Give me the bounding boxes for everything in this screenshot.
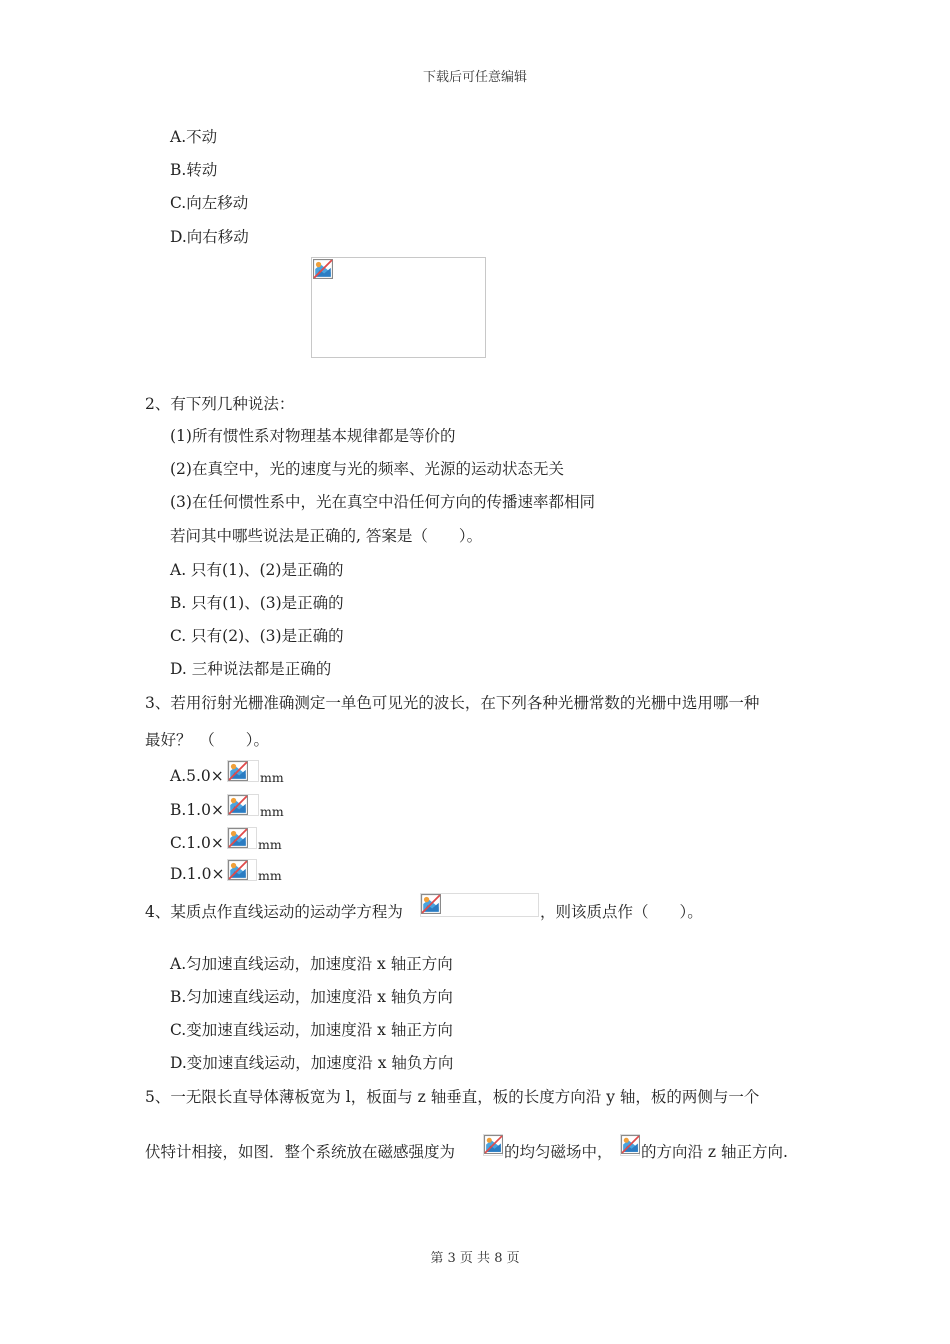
broken-image-icon bbox=[621, 1135, 640, 1154]
q4-stem-after: ，则该质点作（ ）。 bbox=[540, 903, 703, 921]
q5-symbol-b-image bbox=[483, 1134, 503, 1156]
q3-option-b-prefix: B.1.0× bbox=[170, 801, 224, 819]
q2-option-c: C. 只有(2)、(3)是正确的 bbox=[170, 627, 344, 645]
q3-option-a-unit: mm bbox=[260, 770, 284, 785]
q4-option-b: B.匀加速直线运动，加速度沿 x 轴负方向 bbox=[170, 988, 453, 1006]
q3-option-d-formula bbox=[227, 859, 257, 881]
q1-option-d: D.向右移动 bbox=[170, 228, 249, 246]
q2-option-a: A. 只有(1)、(2)是正确的 bbox=[170, 561, 344, 579]
q4-option-c: C.变加速直线运动，加速度沿 x 轴正方向 bbox=[170, 1021, 453, 1039]
q2-option-b: B. 只有(1)、(3)是正确的 bbox=[170, 594, 344, 612]
q5-line2-b: 的均匀磁场中， bbox=[504, 1143, 613, 1161]
q4-option-a: A.匀加速直线运动，加速度沿 x 轴正方向 bbox=[170, 955, 453, 973]
q4-equation-image bbox=[420, 893, 539, 917]
q4-option-d: D.变加速直线运动，加速度沿 x 轴负方向 bbox=[170, 1054, 454, 1072]
broken-image-icon bbox=[313, 259, 333, 279]
q3-option-d bbox=[170, 864, 224, 884]
q3-option-c bbox=[170, 833, 224, 853]
q3-option-b bbox=[170, 800, 224, 820]
q3-option-c-prefix: C.1.0× bbox=[170, 834, 224, 852]
q3-stem-line1: 3、若用衍射光栅准确测定一单色可见光的波长，在下列各种光栅常数的光栅中选用哪一种 bbox=[145, 694, 760, 712]
q3-option-b-unit: mm bbox=[260, 804, 284, 819]
q1-option-b: B.转动 bbox=[170, 161, 218, 179]
q5-line1: 5、一无限长直导体薄板宽为 l，板面与 z 轴垂直，板的长度方向沿 y 轴，板的两侧与一个 bbox=[145, 1088, 760, 1106]
q1-option-a: A.不动 bbox=[170, 128, 218, 146]
q2-question: 若问其中哪些说法是正确的, 答案是（ ）。 bbox=[170, 527, 483, 545]
q5-line2-a: 伏特计相接，如图．整个系统放在磁感强度为 bbox=[145, 1143, 456, 1161]
q3-option-a-formula bbox=[227, 760, 259, 782]
broken-image-icon bbox=[228, 795, 248, 815]
q2-option-d: D. 三种说法都是正确的 bbox=[170, 660, 332, 678]
q3-option-c-unit: mm bbox=[258, 837, 282, 852]
broken-image-icon bbox=[228, 761, 248, 781]
q5-symbol-b2-image bbox=[620, 1134, 640, 1156]
q2-statement-2: (2)在真空中，光的速度与光的频率、光源的运动状态无关 bbox=[170, 460, 564, 478]
q3-option-d-prefix: D.1.0× bbox=[170, 865, 225, 883]
q3-stem-line2: 最好？ （ ）。 bbox=[145, 731, 270, 749]
broken-image-icon bbox=[228, 860, 248, 880]
q2-stem: 2、有下列几种说法： bbox=[145, 395, 295, 413]
page-header: 下载后可任意编辑 bbox=[422, 70, 527, 85]
q2-statement-3: (3)在任何惯性系中，光在真空中沿任何方向的传播速率都相同 bbox=[170, 493, 595, 511]
q4-stem-before: 4、某质点作直线运动的运动学方程为 bbox=[145, 903, 403, 921]
q3-option-c-formula bbox=[227, 827, 257, 849]
q2-statement-1: (1)所有惯性系对物理基本规律都是等价的 bbox=[170, 427, 456, 445]
q3-option-d-unit: mm bbox=[258, 868, 282, 883]
q1-option-c: C.向左移动 bbox=[170, 194, 249, 212]
broken-image-icon bbox=[484, 1135, 503, 1154]
page-footer: 第 3 页 共 8 页 bbox=[430, 1251, 520, 1266]
q3-option-a-prefix: A.5.0× bbox=[170, 767, 224, 785]
q3-option-a bbox=[170, 766, 224, 786]
broken-image-icon bbox=[421, 894, 441, 914]
q3-option-b-formula bbox=[227, 794, 259, 816]
q5-line2-c: 的方向沿 z 轴正方向. bbox=[641, 1143, 788, 1161]
q1-figure bbox=[311, 257, 486, 358]
broken-image-icon bbox=[228, 828, 248, 848]
